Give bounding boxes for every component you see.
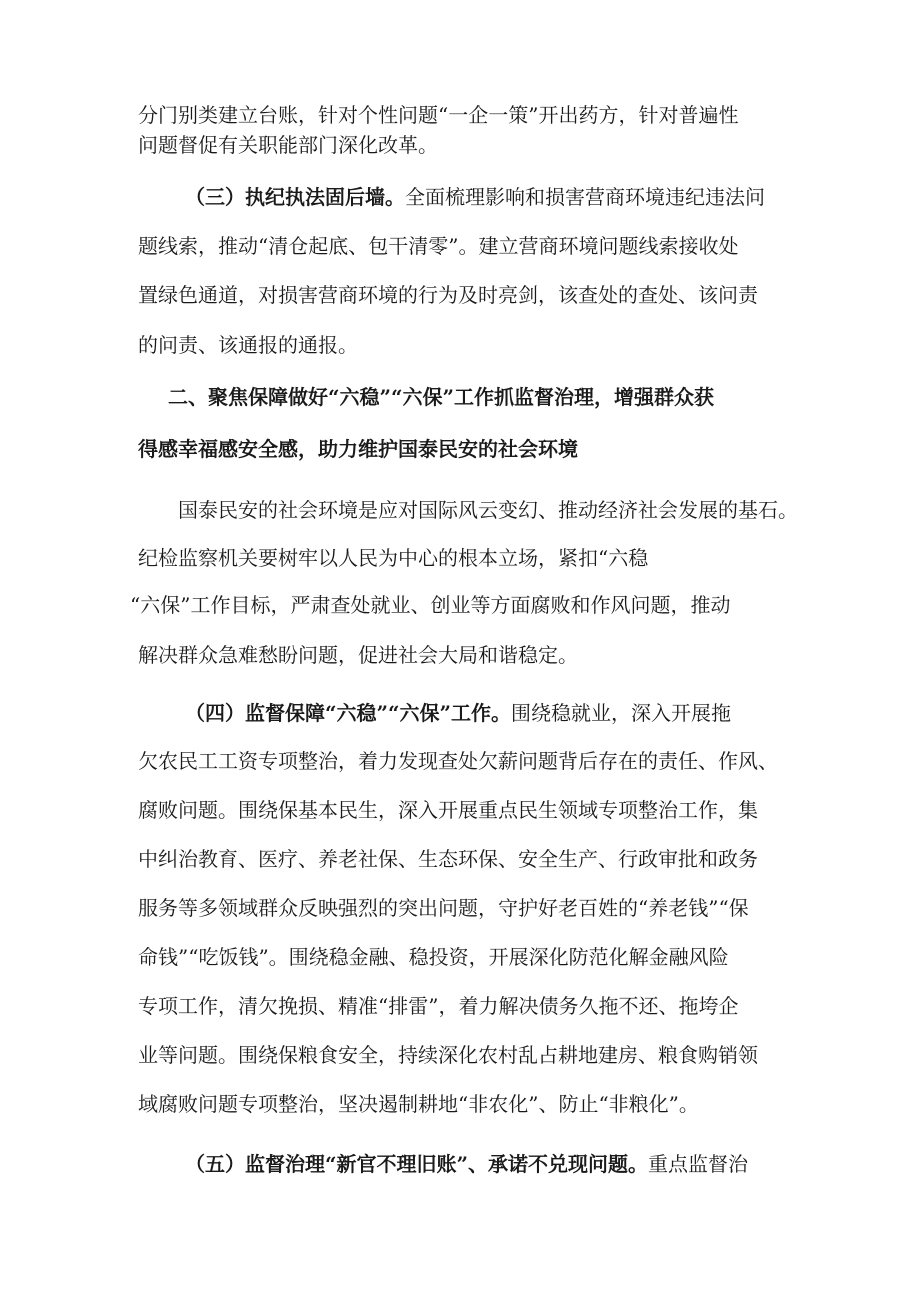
paragraph-line: [138, 746, 778, 776]
line-text: 围绕稳就业，深入开展拖: [511, 701, 732, 725]
chapter-two-heading: [168, 382, 714, 412]
section-heading: （三）执纪执法固后墙。: [185, 185, 405, 209]
line-text: 专项工作，清欠挽损、精准“排雷”，着力解决债务久拖不还、拖垮企: [138, 994, 739, 1018]
line-text: 解决群众急难愁盼问题，促进社会大局和谐稳定。: [138, 643, 578, 667]
section-four-line: [185, 698, 731, 728]
section-five-line: [185, 1149, 748, 1179]
paragraph-line: [138, 795, 758, 825]
chapter-two-heading-cont: [138, 434, 578, 464]
line-text: 置绿色通道，对损害营商环境的行为及时亮剑，该查处的查处、该问责: [138, 283, 758, 307]
paragraph-line: [138, 543, 648, 573]
line-text: 国泰民安的社会环境是应对国际风云变幻、推动经济社会发展的基石。: [178, 498, 798, 522]
line-text: 腐败问题。围绕保基本民生，深入开展重点民生领域专项整治工作，集: [138, 798, 758, 822]
paragraph-line: [138, 991, 738, 1021]
section-heading: （四）监督保障“六稳”“六保”工作。: [185, 701, 512, 725]
paragraph-line: [138, 844, 758, 874]
paragraph-line: [138, 893, 749, 923]
line-text: 域腐败问题专项整治，坚决遏制耕地“非农化”、防止“非粮化”。: [138, 1092, 699, 1116]
line-text: 纪检监察机关要树牢以人民为中心的根本立场，紧扣“六稳: [138, 546, 649, 570]
line-text: 欠农民工工资专项整治，着力发现查处欠薪问题背后存在的责任、作风、: [138, 749, 778, 773]
section-three-line: [185, 182, 765, 212]
line-text: 重点监督治: [648, 1152, 749, 1176]
paragraph-line: [130, 590, 730, 620]
line-text: 中纠治教育、医疗、养老社保、生态环保、安全生产、行政审批和政务: [138, 847, 758, 871]
paragraph-line: [138, 280, 758, 310]
paragraph-line: [138, 942, 729, 972]
line-text: 命钱”“吃饭钱”。围绕稳金融、稳投资，开展深化防范化解金融风险: [138, 945, 729, 969]
line-text: “六保”工作目标，严肃查处就业、创业等方面腐败和作风问题，推动: [130, 593, 731, 617]
paragraph-line: [178, 495, 798, 525]
line-text: 问题督促有关职能部门深化改革。: [138, 133, 438, 157]
line-text: 全面梳理影响和损害营商环境违纪违法问: [405, 185, 765, 209]
line-text: 的问责、该通报的通报。: [138, 333, 358, 357]
heading-text: 得感幸福感安全感，助力维护国泰民安的社会环境: [138, 437, 578, 461]
line-text: 分门别类建立台账，针对个性问题“一企一策”开出药方，针对普遍性: [138, 103, 739, 127]
paragraph-line: [138, 100, 738, 130]
section-heading: （五）监督治理“新官不理旧账”、承诺不兑现问题。: [185, 1152, 649, 1176]
paragraph-line: [138, 130, 438, 160]
line-text: 服务等多领域群众反映强烈的突出问题，守护好老百姓的“养老钱”“保: [138, 896, 749, 920]
line-text: 题线索，推动“清仓起底、包干清零”。建立营商环境问题线索接收处: [138, 234, 739, 258]
paragraph-line: [138, 231, 738, 261]
heading-text: 二、聚焦保障做好“六稳”“六保”工作抓监督治理，增强群众获: [168, 385, 715, 409]
paragraph-line: [138, 1040, 758, 1070]
paragraph-line: [138, 640, 578, 670]
paragraph-line: [138, 330, 358, 360]
paragraph-line: [138, 1089, 699, 1119]
line-text: 业等问题。围绕保粮食安全，持续深化农村乱占耕地建房、粮食购销领: [138, 1043, 758, 1067]
